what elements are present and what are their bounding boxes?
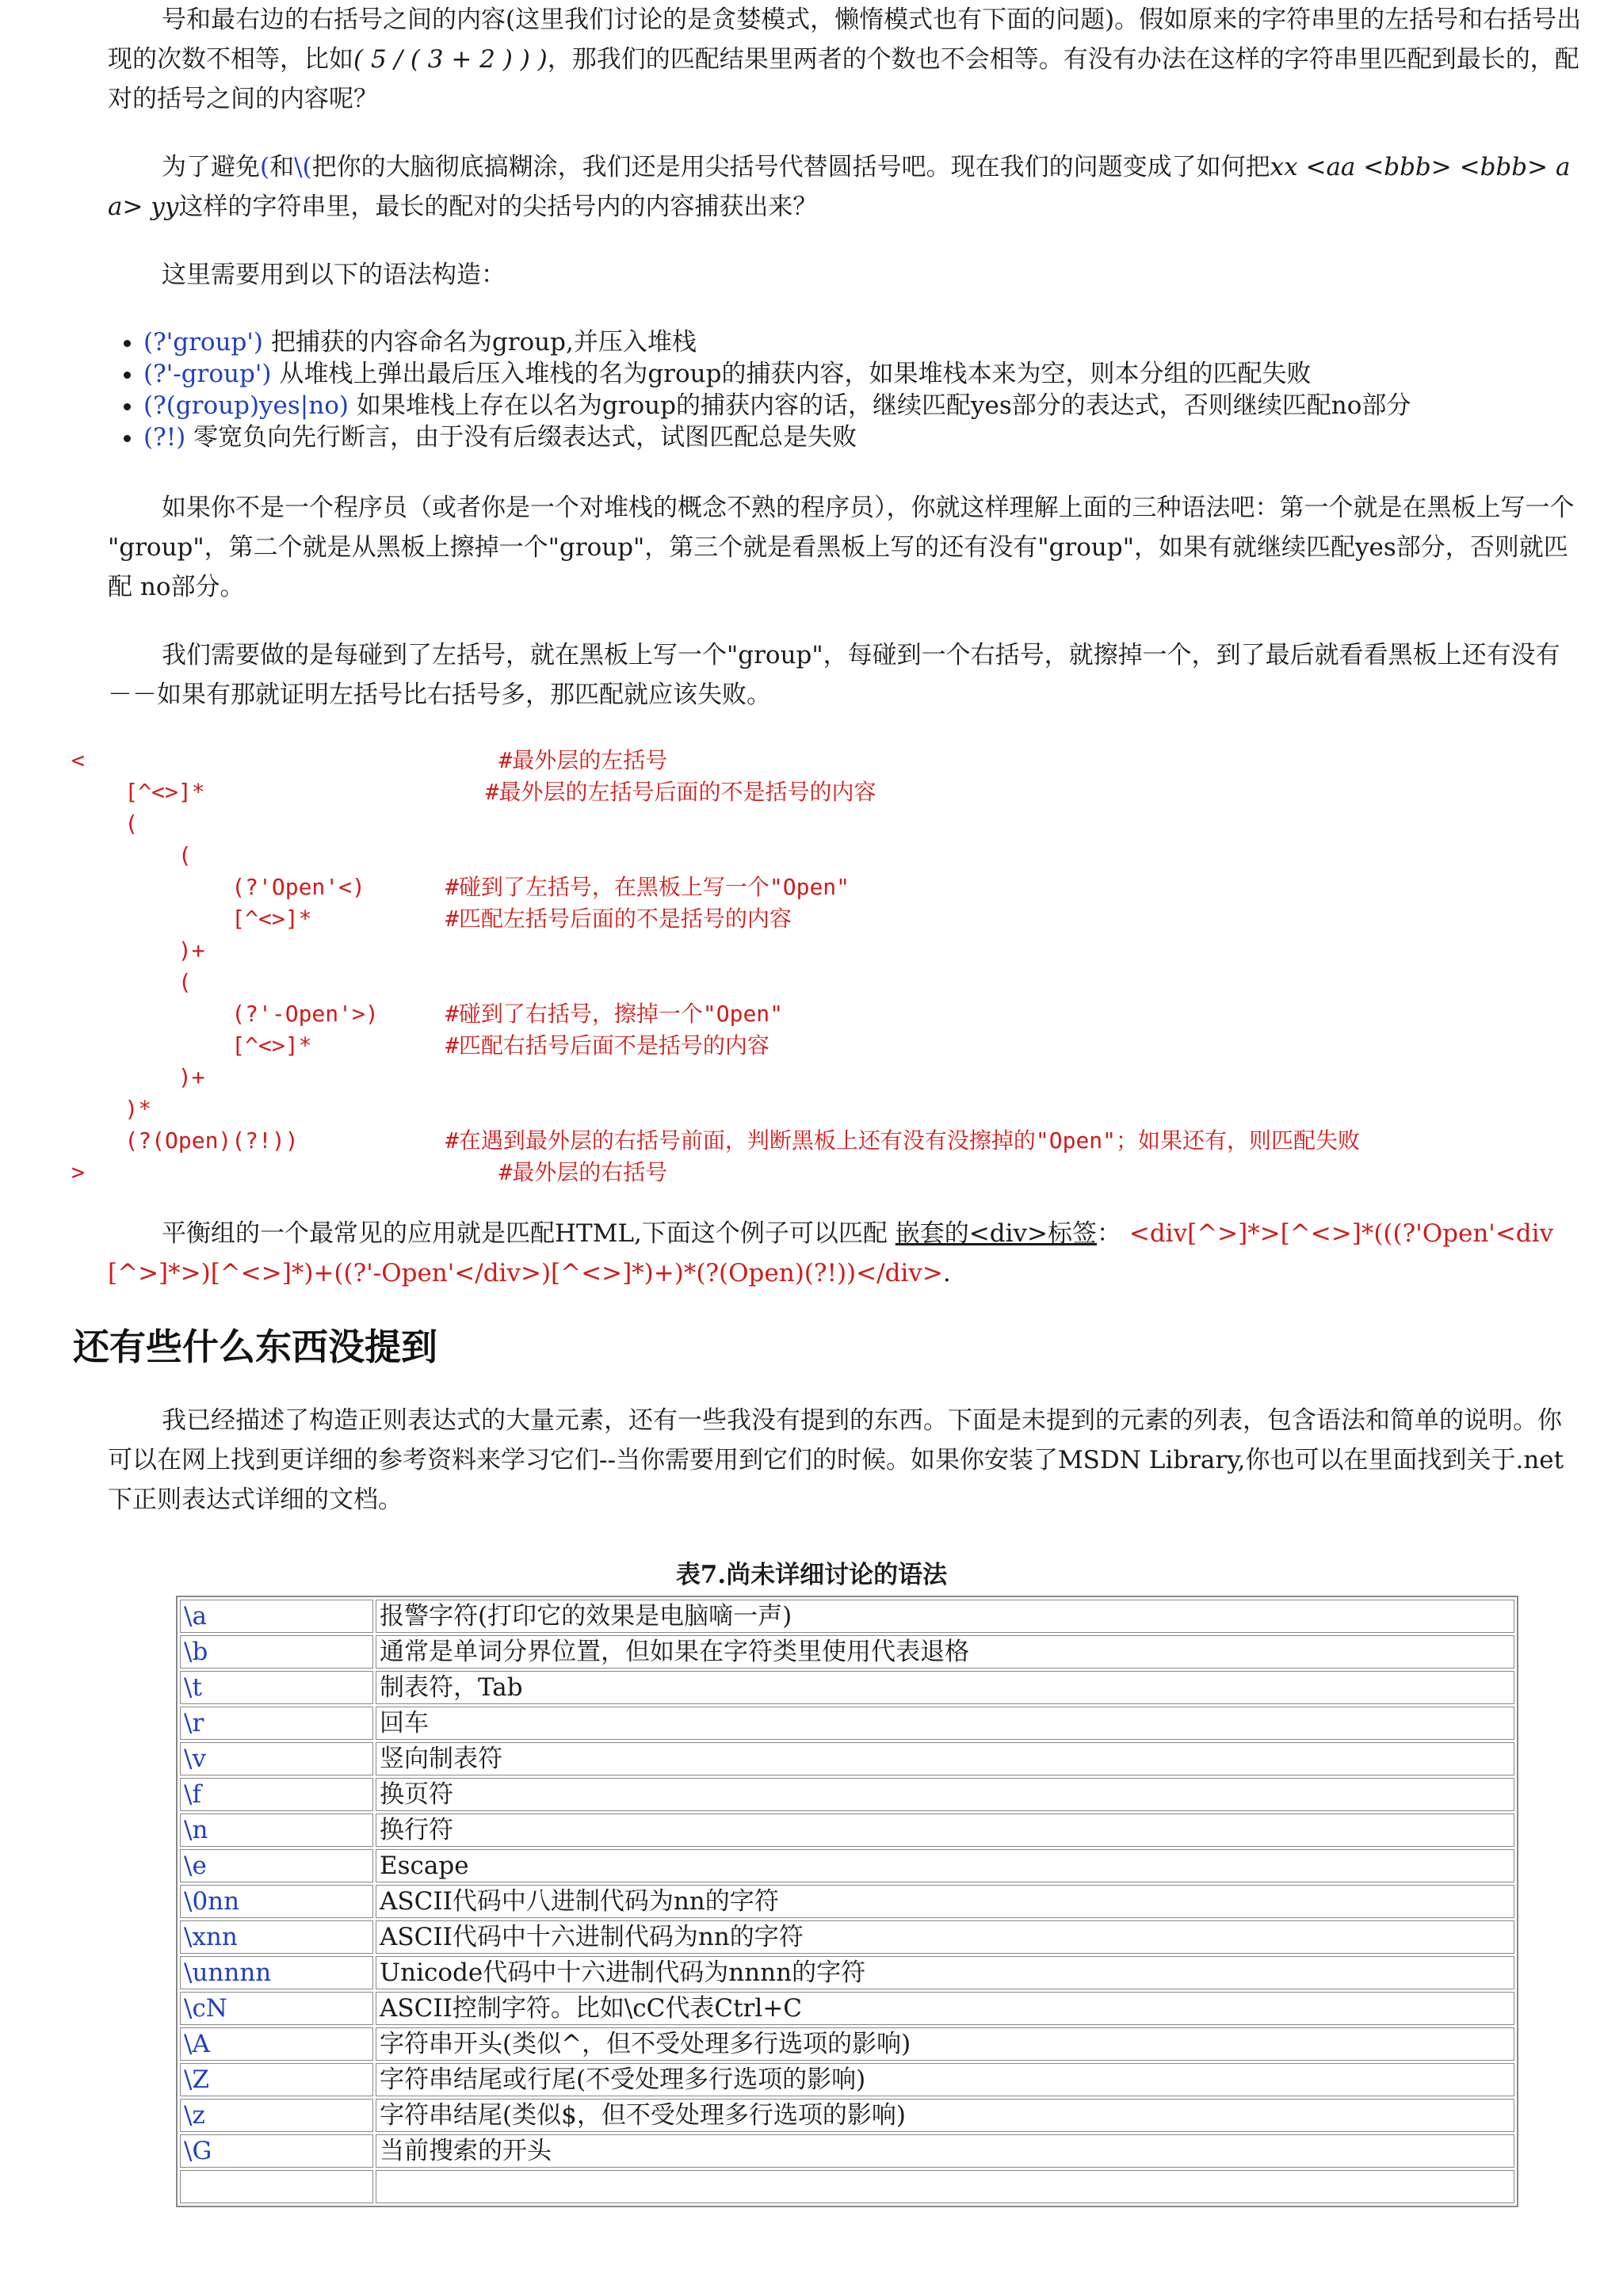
description-cell: 当前搜索的开头	[376, 2134, 1514, 2168]
description-cell: 字符串开头(类似^，但不受处理多行选项的影响)	[376, 2027, 1514, 2061]
code-line: (?(Open)(?!)) #在遇到最外层的右括号前面，判断黑板上还有没有没擦掉的"Open"；如果还有，则匹配失败	[71, 1127, 1361, 1154]
table-row	[180, 2170, 1514, 2203]
table-row	[180, 1707, 1514, 1740]
text: 平衡组的一个最常见的应用就是匹配HTML,下面这个例子可以匹配	[162, 1219, 888, 1248]
syntax-cell: \unnnn	[180, 1956, 373, 1989]
div-regex: <div[^>]*>[^<>]*(((?'Open'<div[^>]*>)[^<>]*)+((?'-Open'</div>)[^<>]*)+)*(?(Open)(?!))</div>	[108, 1219, 1554, 1287]
code-line: )+	[71, 937, 205, 963]
code-escaped-paren: \(	[294, 153, 312, 181]
code-line: (	[71, 810, 139, 837]
syntax-list	[108, 326, 1617, 453]
table-row	[180, 1600, 1514, 1633]
syntax-cell: \A	[180, 2027, 373, 2061]
table-row	[180, 1671, 1514, 1704]
description-cell: 字符串结尾或行尾(不受处理多行选项的影响)	[376, 2063, 1514, 2096]
description-cell: ASCII代码中八进制代码为nn的字符	[376, 1885, 1514, 1918]
list-item	[143, 326, 1617, 358]
syntax-cell: \f	[180, 1778, 373, 1811]
table-row	[180, 1778, 1514, 1811]
paragraph-matching-plan: 我们需要做的是每碰到了左括号，就在黑板上写一个"group"，每碰到一个右括号，就擦掉一个，到了最后就看看黑板上还有没有－－如果有那就证明左括号比右括号多，那匹配就应该失败。	[108, 641, 1560, 709]
code-line: (	[71, 969, 192, 995]
table-row	[180, 2027, 1514, 2061]
syntax-cell: \t	[180, 1671, 373, 1704]
paragraph-syntax-intro: 这里需要用到以下的语法构造：	[162, 261, 506, 289]
paragraph-blackboard-analogy: 如果你不是一个程序员（或者你是一个对堆栈的概念不熟的程序员），你就这样理解上面的三种语法吧：第一个就是在黑板上写一个 "group"，第二个就是从黑板上擦掉一个"group"，第三个就是看黑板上写的还有没有"group"，如果有就继续匹配yes部分，否则就匹配 no部分。	[108, 494, 1575, 601]
description-cell: 换行符	[376, 1814, 1514, 1847]
syntax-desc: 零宽负向先行断言，由于没有后缀表达式，试图匹配总是失败	[193, 423, 857, 452]
description-cell: 换页符	[376, 1778, 1514, 1811]
table-caption: 表7.尚未详细讨论的语法	[675, 1561, 948, 1589]
list-item	[143, 390, 1617, 421]
paragraph-angle-brackets	[108, 147, 1582, 227]
section-heading: 还有些什么东西没提到	[73, 1325, 437, 1368]
syntax-cell: \0nn	[180, 1885, 373, 1918]
description-cell: 制表符，Tab	[376, 1671, 1514, 1704]
description-cell	[376, 2170, 1514, 2203]
syntax-desc: 如果堆栈上存在以名为group的捕获内容的话，继续匹配yes部分的表达式，否则继续匹配no部分	[356, 391, 1411, 420]
syntax-code: (?(group)yes|no)	[143, 391, 349, 420]
nested-div-link[interactable]: 嵌套的<div>标签	[895, 1219, 1097, 1248]
table-row	[180, 1885, 1514, 1918]
table-row	[180, 2063, 1514, 2096]
table-row	[180, 2134, 1514, 2168]
syntax-cell: \a	[180, 1600, 373, 1633]
description-cell: ASCII控制字符。比如\cC代表Ctrl+C	[376, 1992, 1514, 2025]
syntax-desc: 把捕获的内容命名为group,并压入堆栈	[270, 328, 697, 357]
code-line: [^<>]* #匹配左括号后面的不是括号的内容	[71, 906, 792, 932]
table-row	[180, 1635, 1514, 1669]
table-row	[180, 1956, 1514, 1989]
syntax-cell: \r	[180, 1707, 373, 1740]
text: 这样的字符串里，最长的配对的尖括号内的内容捕获出来？	[178, 193, 818, 221]
description-cell: 通常是单词分界位置，但如果在字符类里使用代表退格	[376, 1635, 1514, 1669]
paragraph-html-example	[108, 1214, 1582, 1293]
text: 为了避免	[162, 153, 260, 181]
code-line: )*	[71, 1096, 152, 1122]
code-line: (?'Open'<) #碰到了左括号，在黑板上写一个"Open"	[71, 874, 850, 900]
syntax-cell: \Z	[180, 2063, 373, 2096]
syntax-cell: \v	[180, 1742, 373, 1775]
description-cell: Escape	[376, 1849, 1514, 1882]
code-line: [^<>]* #匹配右括号后面不是括号的内容	[71, 1032, 769, 1058]
paragraph-unbalanced-parens	[108, 0, 1582, 119]
table-row	[180, 1849, 1514, 1882]
example-expression: ( 5 / ( 3 + 2 ) ) )	[353, 45, 548, 74]
description-cell: ASCII代码中十六进制代码为nn的字符	[376, 1920, 1514, 1954]
syntax-cell: \G	[180, 2134, 373, 2168]
description-cell: 报警字符(打印它的效果是电脑嘀一声)	[376, 1600, 1514, 1633]
description-cell: 回车	[376, 1707, 1514, 1740]
description-cell: 字符串结尾(类似$，但不受处理多行选项的影响)	[376, 2099, 1514, 2132]
table-row	[180, 1814, 1514, 1847]
code-line: [^<>]* #最外层的左括号后面的不是括号的内容	[71, 779, 876, 805]
syntax-cell: \n	[180, 1814, 373, 1847]
text: ，那我们的匹配结果里两者的个数也不会相等。有没有办法在这样的字符串里匹配到最长的，配对的括号之间的内容呢？	[108, 45, 1579, 113]
code-line: < #最外层的左括号	[71, 747, 668, 773]
syntax-code: (?'-group')	[143, 360, 272, 388]
syntax-code: (?!)	[143, 423, 186, 452]
code-paren: (	[260, 153, 270, 181]
paragraph-unmentioned-intro: 我已经描述了构造正则表达式的大量元素，还有一些我没有提到的东西。下面是未提到的元素的列表，包含语法和简单的说明。你可以在网上找到更详细的参考资料来学习它们--当你需要用到它们的时候。如果你安装了MSDN Library,你也可以在里面找到关于.net下正则表达式详细的文档。	[108, 1406, 1564, 1514]
syntax-cell: \cN	[180, 1992, 373, 2025]
syntax-cell: \e	[180, 1849, 373, 1882]
syntax-cell: \z	[180, 2099, 373, 2132]
list-item	[143, 421, 1617, 453]
text: 号和最右边的右括号之间的内容(这里我们讨论的是贪婪模式，懒惰模式也有下面的问题)。假如原来的字符串里的左括号和右括号出现的次数不相等，比如	[108, 6, 1582, 74]
table-row	[180, 2099, 1514, 2132]
list-item	[143, 358, 1617, 390]
regex-code-block	[71, 745, 1360, 1188]
syntax-cell: \xnn	[180, 1920, 373, 1954]
text: 和	[269, 153, 295, 181]
code-line: (?'-Open'>) #碰到了右括号，擦掉一个"Open"	[71, 1001, 784, 1027]
description-cell: Unicode代码中十六进制代码为nnnn的字符	[376, 1956, 1514, 1989]
table-row	[180, 1992, 1514, 2025]
description-cell: 竖向制表符	[376, 1742, 1514, 1775]
syntax-cell	[180, 2170, 373, 2203]
syntax-cell: \b	[180, 1635, 373, 1669]
code-line: (	[71, 842, 192, 868]
example-string: xx <aa <bbb> <bbb> aa> yy	[108, 153, 1571, 221]
syntax-table	[176, 1596, 1518, 2207]
code-line: > #最外层的右括号	[71, 1159, 668, 1185]
text: ：	[1096, 1219, 1121, 1248]
table-row	[180, 1742, 1514, 1775]
code-line: )+	[71, 1064, 205, 1090]
text: .	[942, 1259, 951, 1287]
text: 把你的大脑彻底搞糊涂，我们还是用尖括号代替圆括号吧。现在我们的问题变成了如何把	[311, 153, 1270, 181]
syntax-desc: 从堆栈上弹出最后压入堆栈的名为group的捕获内容，如果堆栈本来为空，则本分组的匹配失败	[279, 360, 1312, 388]
syntax-code: (?'group')	[143, 328, 263, 357]
table-row	[180, 1920, 1514, 1954]
